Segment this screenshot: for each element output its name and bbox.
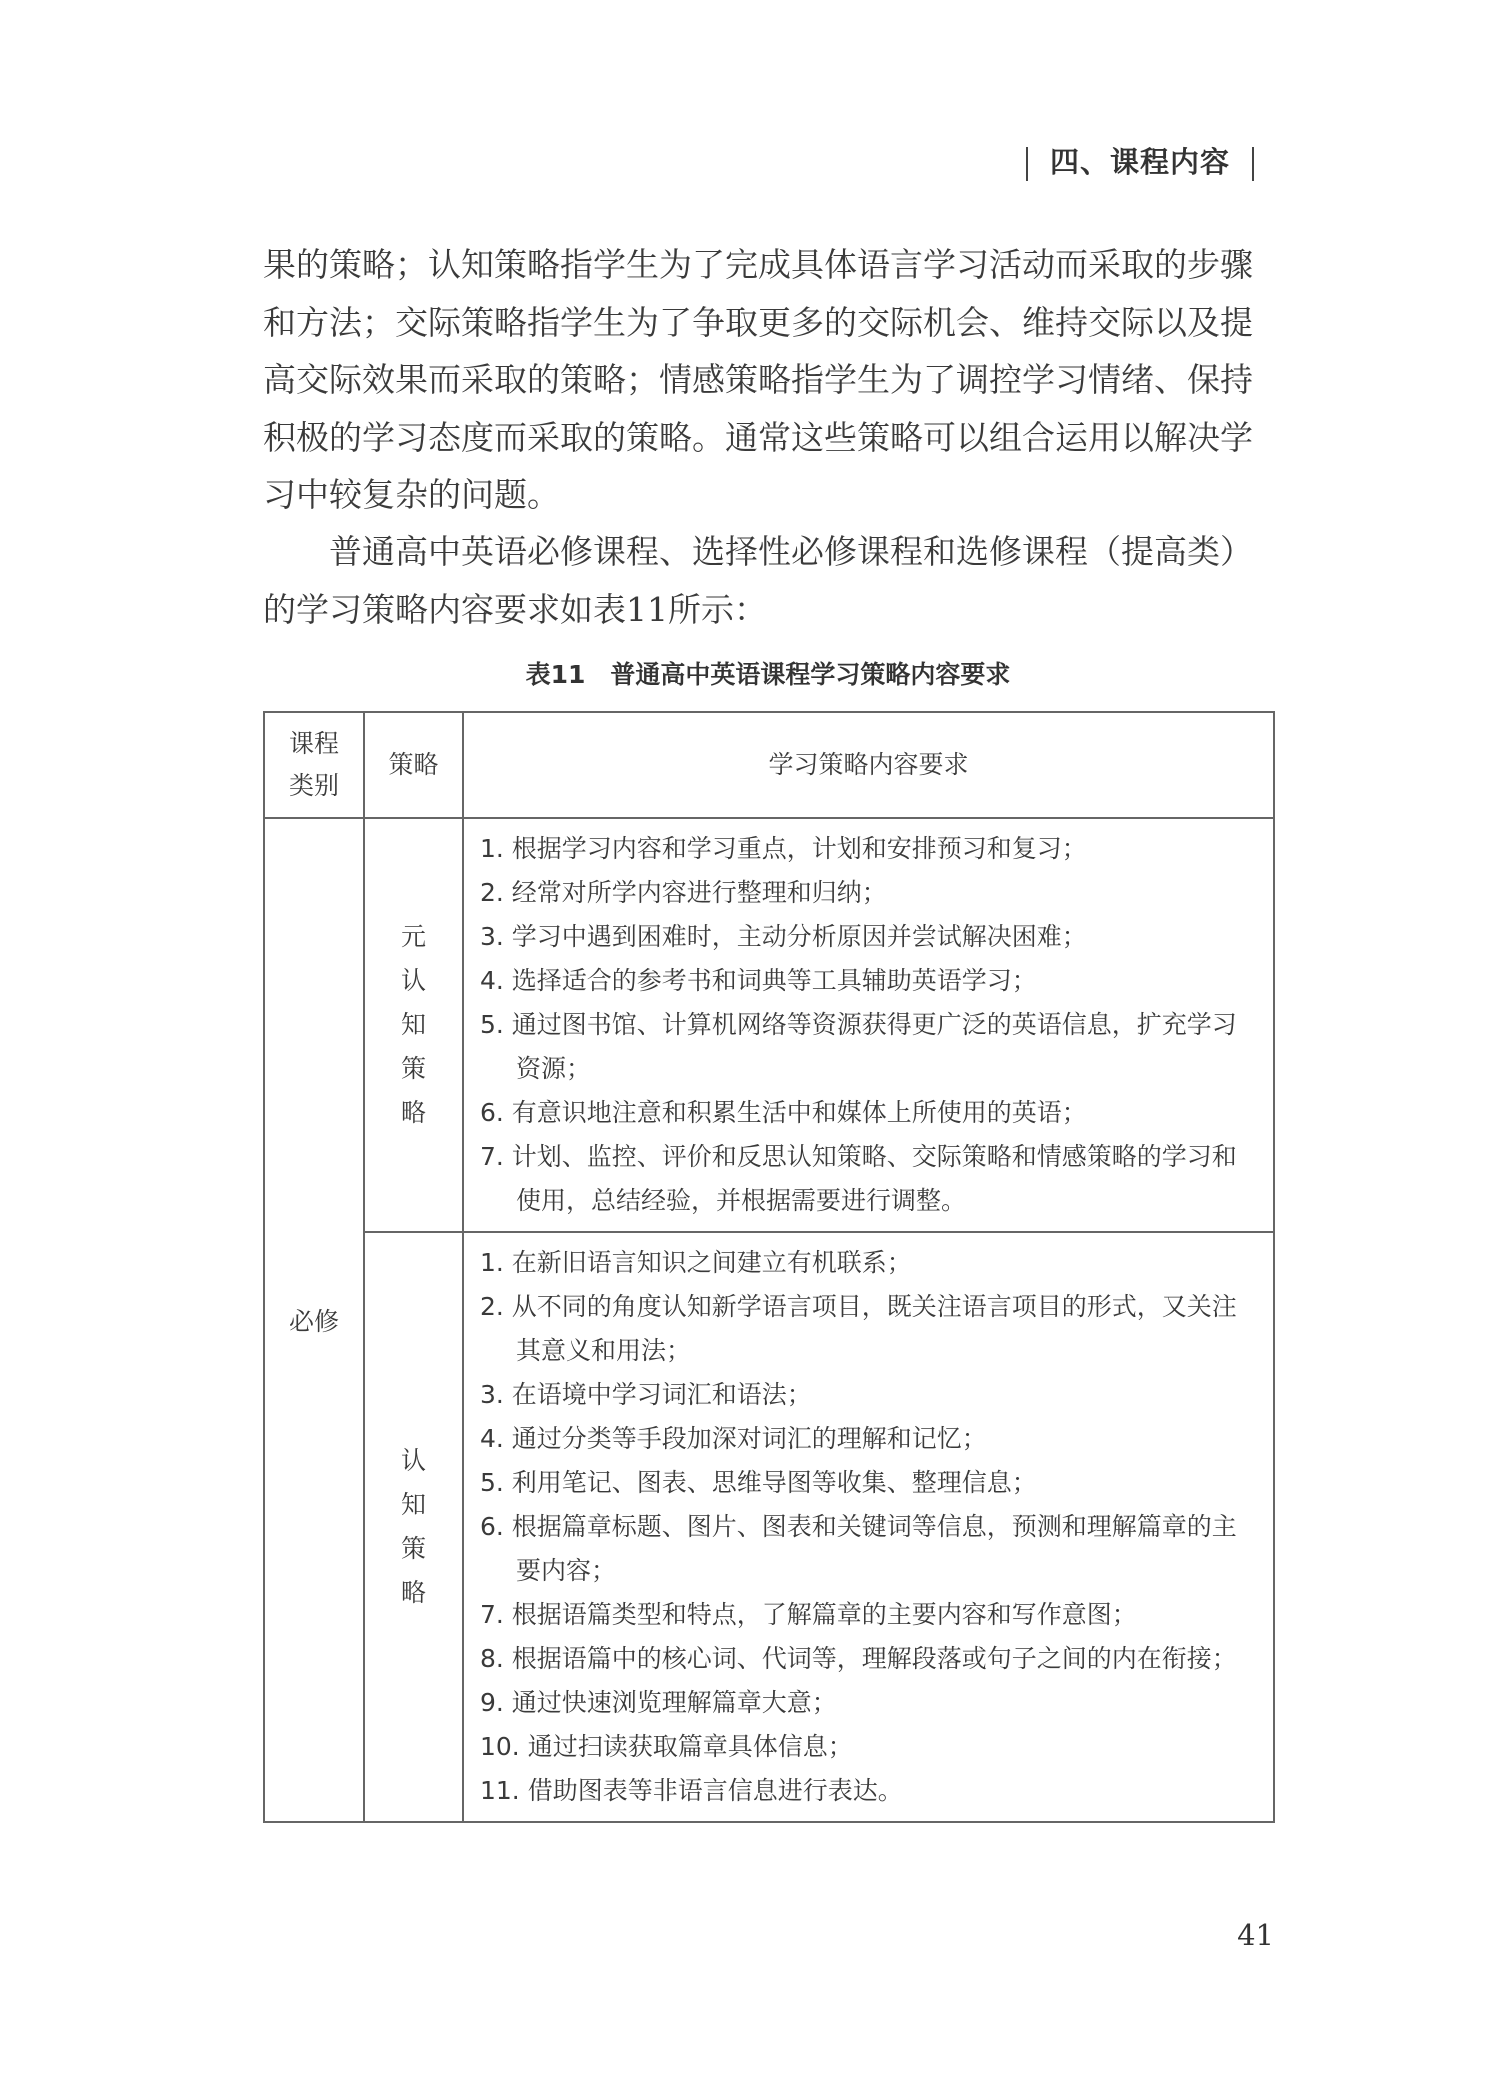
header-category: [264, 712, 364, 818]
table-row: [264, 818, 1274, 1232]
section-title: 四、课程内容: [1049, 145, 1230, 179]
list-item: 4. 选择适合的参考书和词典等工具辅助英语学习；: [480, 966, 1037, 995]
table-header-row: [264, 712, 1274, 818]
list-item: 9. 通过快速浏览理解篇章大意；: [480, 1688, 837, 1717]
list-item: 6. 根据篇章标题、图片、图表和关键词等信息，预测和理解篇章的主要内容；: [480, 1512, 1237, 1585]
requirements-cell-metacognitive: [463, 818, 1274, 1232]
strategy-char: 略: [400, 1578, 426, 1607]
header-divider-left: [1026, 147, 1028, 181]
table-row: [264, 1232, 1274, 1822]
strategy-char: 略: [400, 1098, 426, 1127]
list-item: 3. 学习中遇到困难时，主动分析原因并尝试解决困难；: [480, 922, 1087, 951]
strategy-table: [263, 711, 1275, 1823]
list-item: 7. 根据语篇类型和特点，了解篇章的主要内容和写作意图；: [480, 1600, 1137, 1629]
list-item: 1. 根据学习内容和学习重点，计划和安排预习和复习；: [480, 834, 1087, 863]
body-paragraph-2: 普通高中英语必修课程、选择性必修课程和选修课程（提高类）的学习策略内容要求如表11所示：: [263, 532, 1253, 629]
strategy-char: 策: [400, 1534, 426, 1563]
list-item: 6. 有意识地注意和积累生活中和媒体上所使用的英语；: [480, 1098, 1087, 1127]
category-cell: 必修: [264, 818, 364, 1822]
header-strategy: 策略: [364, 712, 463, 818]
page-number: 41: [1237, 1918, 1274, 1952]
header-requirements: 学习策略内容要求: [463, 712, 1274, 818]
list-item: 2. 经常对所学内容进行整理和归纳；: [480, 878, 887, 907]
list-item: 2. 从不同的角度认知新学语言项目，既关注语言项目的形式，又关注其意义和用法；: [480, 1292, 1237, 1365]
strategy-char: 元: [400, 922, 426, 951]
list-item: 10. 通过扫读获取篇章具体信息；: [480, 1732, 853, 1761]
table-caption: 表11 普通高中英语课程学习策略内容要求: [525, 660, 1011, 689]
list-item: 1. 在新旧语言知识之间建立有机联系；: [480, 1248, 912, 1277]
requirements-list: [480, 1241, 1261, 1813]
list-item: 4. 通过分类等手段加深对词汇的理解和记忆；: [480, 1424, 987, 1453]
strategy-char: 认: [400, 966, 426, 995]
strategy-char: 知: [400, 1010, 426, 1039]
list-item: 11. 借助图表等非语言信息进行表达。: [480, 1776, 903, 1805]
strategy-char: 认: [400, 1446, 426, 1475]
strategy-cell-metacognitive: [364, 818, 463, 1232]
header-category-line1: 课程: [288, 729, 339, 758]
strategy-char: 知: [400, 1490, 426, 1519]
list-item: 8. 根据语篇中的核心词、代词等，理解段落或句子之间的内在衔接；: [480, 1644, 1237, 1673]
strategy-cell-cognitive: [364, 1232, 463, 1822]
requirements-cell-cognitive: [463, 1232, 1274, 1822]
strategy-char: 策: [400, 1054, 426, 1083]
requirements-list: [480, 827, 1261, 1223]
running-head: [1004, 140, 1276, 181]
list-item: 7. 计划、监控、评价和反思认知策略、交际策略和情感策略的学习和使用，总结经验，并根据需要进行调整。: [480, 1142, 1237, 1215]
header-category-line2: 类别: [288, 771, 339, 800]
list-item: 3. 在语境中学习词汇和语法；: [480, 1380, 812, 1409]
header-divider-right: [1252, 147, 1254, 181]
list-item: 5. 通过图书馆、计算机网络等资源获得更广泛的英语信息，扩充学习资源；: [480, 1010, 1237, 1083]
list-item: 5. 利用笔记、图表、思维导图等收集、整理信息；: [480, 1468, 1037, 1497]
body-paragraph-1: 果的策略；认知策略指学生为了完成具体语言学习活动而采取的步骤和方法；交际策略指学生为了争取更多的交际机会、维持交际以及提高交际效果而采取的策略；情感策略指学生为了调控学习情绪、保持积极的学习态度而采取的策略。通常这些策略可以组合运用以解决学习中较复杂的问题。: [263, 245, 1253, 514]
